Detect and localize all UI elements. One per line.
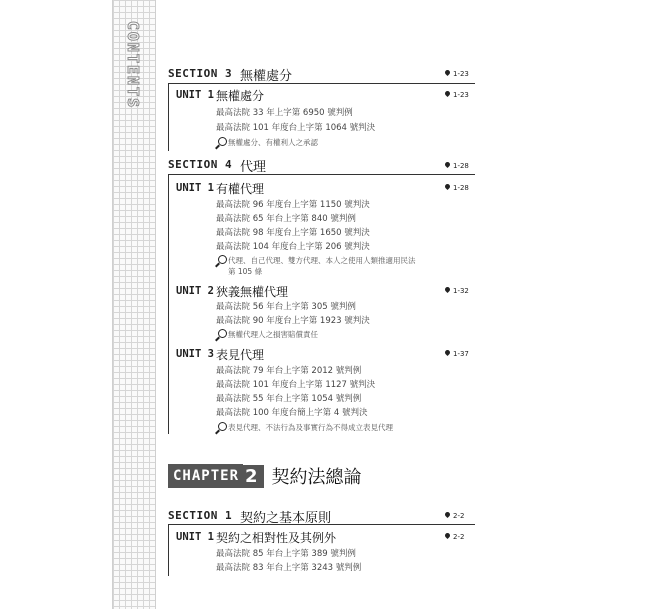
section-label: SECTION 3: [168, 67, 233, 80]
pin-icon: [444, 161, 451, 168]
keyword-line: 無權處分、有權利人之承認: [228, 138, 318, 147]
keyword-line: 無權代理人之損害賠償責任: [228, 330, 318, 339]
section-label: SECTION 4: [168, 158, 233, 171]
unit-title: 無權處分: [216, 89, 265, 103]
pin-icon: [444, 183, 451, 190]
pin-icon: [444, 532, 451, 539]
page-ref: 2-2: [445, 533, 464, 541]
case-item: 最高法院 101 年度台上字第 1064 號判決: [216, 123, 376, 133]
magnifier-icon: [218, 137, 227, 146]
section-rule: [168, 174, 169, 434]
unit-title: 有權代理: [216, 182, 265, 196]
page-ref: 1-28: [445, 162, 469, 170]
page-ref: 1-28: [445, 184, 469, 192]
unit-title: 契約之相對性及其例外: [216, 531, 337, 545]
section-title: 代理: [240, 160, 267, 175]
page-ref: 1-37: [445, 350, 469, 358]
section-rule: [168, 83, 169, 151]
pin-icon: [444, 511, 451, 518]
case-item: 最高法院 33 年上字第 6950 號判例: [216, 108, 353, 118]
section-divider: [168, 174, 475, 175]
case-item: 最高法院 83 年台上字第 3243 號判例: [216, 563, 362, 573]
unit-label: UNIT 2: [176, 285, 214, 297]
keyword-line: 第 105 條: [228, 267, 263, 276]
pin-icon: [444, 349, 451, 356]
section-rule: [168, 524, 169, 576]
case-item: 最高法院 56 年台上字第 305 號判例: [216, 302, 356, 312]
page-ref: 2-2: [445, 512, 464, 520]
case-item: 最高法院 104 年度台上字第 206 號判決: [216, 242, 370, 252]
unit-label: UNIT 3: [176, 348, 214, 360]
page-ref: 1-32: [445, 287, 469, 295]
case-item: 最高法院 90 年度台上字第 1923 號判決: [216, 316, 370, 326]
contents-side-label: CONTENTS: [124, 20, 142, 110]
chapter-heading: [168, 462, 362, 490]
section-title: 無權處分: [240, 69, 293, 84]
pin-icon: [444, 286, 451, 293]
section-label: SECTION 1: [168, 509, 233, 522]
case-item: 最高法院 96 年度台上字第 1150 號判決: [216, 200, 370, 210]
case-item: 最高法院 79 年台上字第 2012 號判例: [216, 366, 362, 376]
magnifier-icon: [218, 329, 227, 338]
chapter-title: 契約法總論: [271, 467, 362, 488]
keyword-line: 表見代理、不法行為及事實行為不得成立表見代理: [228, 423, 393, 432]
magnifier-icon: [218, 422, 227, 431]
case-item: 最高法院 101 年度台上字第 1127 號判決: [216, 380, 376, 390]
keyword-line: 代理、自己代理、雙方代理、本人之使用人類推適用民法: [228, 256, 416, 265]
chapter-number: 2: [243, 465, 264, 488]
unit-label: UNIT 1: [176, 89, 214, 101]
case-item: 最高法院 85 年台上字第 389 號判例: [216, 549, 356, 559]
unit-title: 狹義無權代理: [216, 285, 289, 299]
page-ref: 1-23: [445, 70, 469, 78]
section-title: 契約之基本原則: [240, 511, 332, 526]
section-divider: [168, 83, 475, 84]
case-item: 最高法院 98 年度台上字第 1650 號判決: [216, 228, 370, 238]
magnifier-icon: [218, 255, 227, 264]
unit-label: UNIT 1: [176, 182, 214, 194]
case-item: 最高法院 100 年度台簡上字第 4 號判決: [216, 408, 368, 418]
pin-icon: [444, 69, 451, 76]
unit-title: 表見代理: [216, 348, 265, 362]
pin-icon: [444, 90, 451, 97]
case-item: 最高法院 55 年台上字第 1054 號判例: [216, 394, 362, 404]
chapter-word: CHAPTER: [168, 464, 243, 488]
section-divider: [168, 524, 475, 525]
page-ref: 1-23: [445, 91, 469, 99]
unit-label: UNIT 1: [176, 531, 214, 543]
case-item: 最高法院 65 年台上字第 840 號判例: [216, 214, 356, 224]
